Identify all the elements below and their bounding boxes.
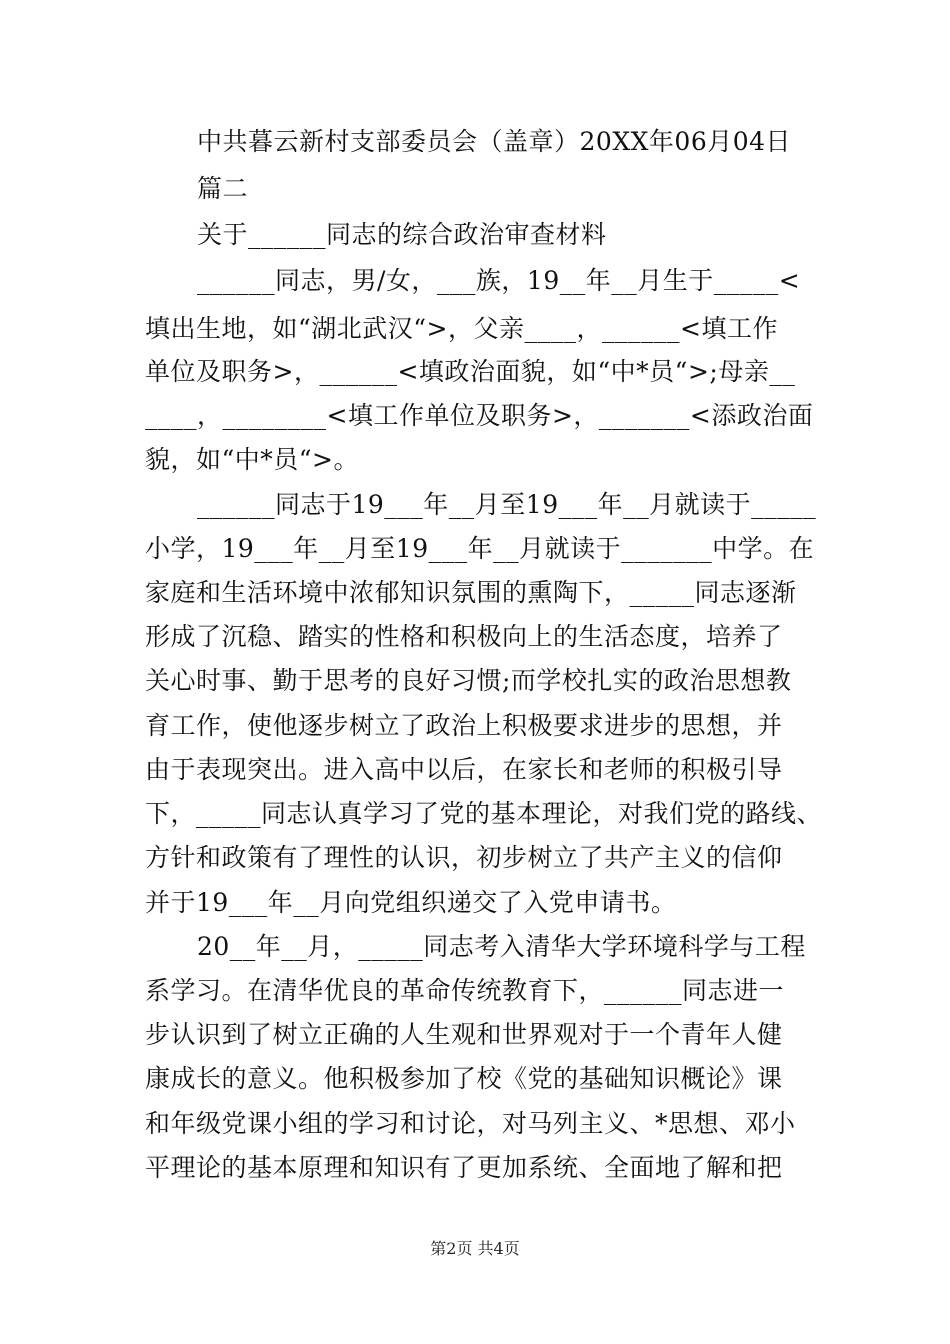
paragraph-line: 貌，如“中*员“>。 <box>145 445 360 474</box>
paragraph-line: 20__年__月，_____同志考入清华大学环境科学与工程 <box>197 932 806 961</box>
paragraph-line: 由于表现突出。进入高中以后，在家长和老师的积极引导 <box>145 755 783 784</box>
paragraph-line: 小学，19___年__月至19___年__月就读于_______中学。在 <box>145 534 815 563</box>
paragraph-line: 和年级党课小组的学习和讨论，对马列主义、*思想、邓小 <box>145 1109 796 1138</box>
paragraph-line: 康成长的意义。他积极参加了校《党的基础知识概论》课 <box>145 1064 783 1093</box>
paragraph-line: 形成了沉稳、踏实的性格和积极向上的生活态度，培养了 <box>145 622 783 651</box>
paragraph-line: 下，_____同志认真学习了党的基本理论，对我们党的路线、 <box>145 799 823 828</box>
page-number-footer: 第2页 共4页 <box>430 1239 520 1258</box>
document-title: 关于______同志的综合政治审查材料 <box>197 220 607 249</box>
paragraph-line: 系学习。在清华优良的革命传统教育下，______同志进一 <box>145 976 785 1005</box>
paragraph-line: 方针和政策有了理性的认识，初步树立了共产主义的信仰 <box>145 843 783 872</box>
paragraph-line: 填出生地，如“湖北武汉“>，父亲____，______<填工作 <box>145 314 778 343</box>
paragraph-line: ______同志，男/女，___族，19__年__月生于_____< <box>197 266 801 295</box>
paragraph-line: ______同志于19___年__月至19___年__月就读于_____ <box>197 490 817 519</box>
paragraph-line: ____，________<填工作单位及职务>，_______<添政治面 <box>145 401 814 430</box>
paragraph-line: 育工作，使他逐步树立了政治上积极要求进步的思想，并 <box>145 711 783 740</box>
seal-date-line: 中共暮云新村支部委员会（盖章）20XX年06月04日 <box>197 127 792 156</box>
paragraph-line: 并于19___年__月向党组织递交了入党申请书。 <box>145 888 677 917</box>
paragraph-line: 单位及职务>，______<填政治面貌，如“中*员“>;母亲__ <box>145 357 796 386</box>
section-heading: 篇二 <box>197 174 249 203</box>
paragraph-line: 步认识到了树立正确的人生观和世界观对于一个青年人健 <box>145 1020 783 1049</box>
paragraph-line: 平理论的基本原理和知识有了更加系统、全面地了解和把 <box>145 1153 783 1182</box>
paragraph-line: 家庭和生活环境中浓郁知识氛围的熏陶下，_____同志逐渐 <box>145 578 797 607</box>
paragraph-line: 关心时事、勤于思考的良好习惯;而学校扎实的政治思想教 <box>145 666 792 695</box>
